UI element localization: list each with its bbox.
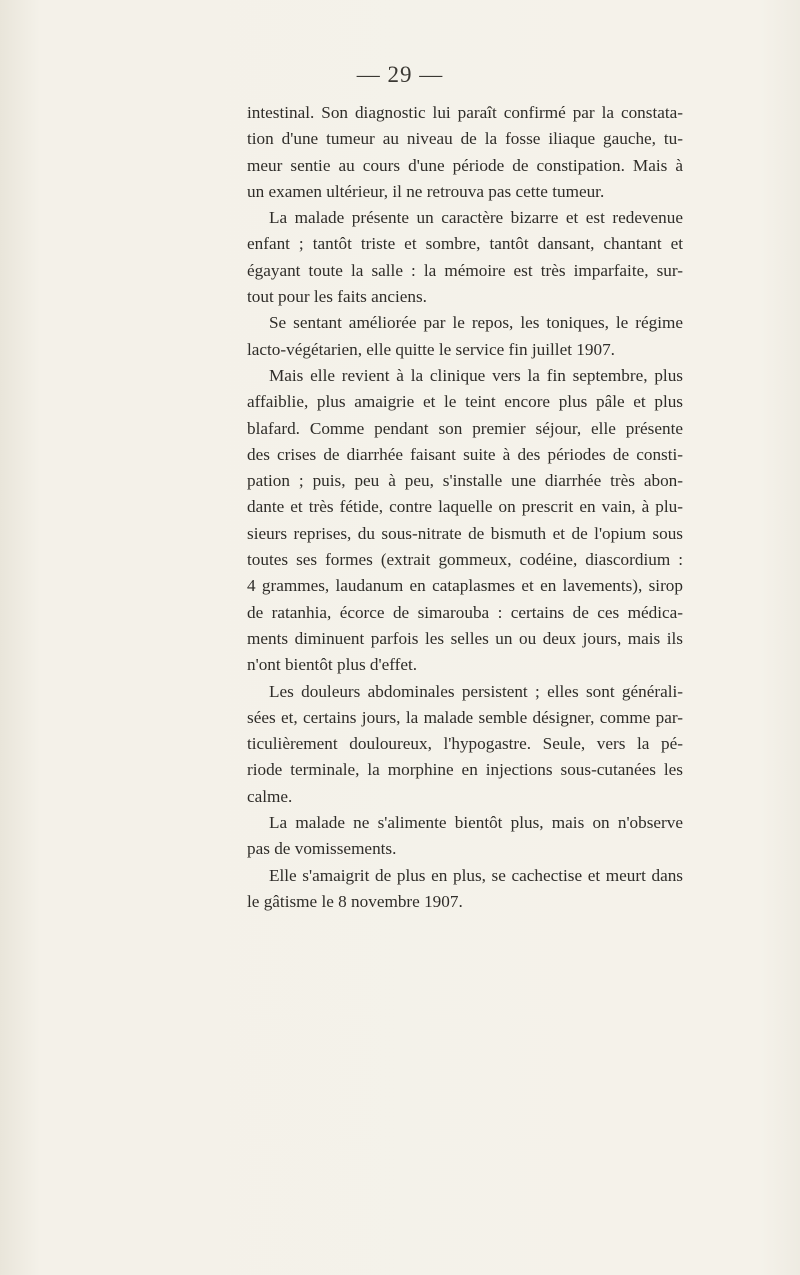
text-line: le gâtisme le 8 novembre 1907.: [247, 891, 463, 911]
page-number: — 29 —: [356, 62, 444, 87]
text-line: Se sentant améliorée par le repos, les toniques, le régime: [269, 313, 683, 333]
text-line: calme.: [247, 786, 293, 806]
text-line: enfant ; tantôt triste et sombre, tantôt dansant, chantant et: [247, 234, 683, 254]
text-line: intestinal. Son diagnostic lui paraît confirmé par la constata-: [247, 103, 683, 122]
text-line: ticulièrement douloureux, l'hypogastre. Seule, vers la pé-: [247, 734, 683, 754]
text-line: pas de vomissements.: [247, 839, 397, 859]
paragraph: [247, 679, 683, 810]
text-line: sées et, certains jours, la malade semble désigner, comme par-: [247, 707, 683, 727]
text-line: riode terminale, la morphine en injections sous-cutanées les: [247, 760, 683, 780]
paragraph: [247, 810, 683, 863]
text-line: égayant toute la salle : la mémoire est très imparfaite, sur-: [247, 260, 683, 280]
text-line: un examen ultérieur, il ne retrouva pas cette tumeur.: [247, 181, 605, 201]
text-line: Les douleurs abdominales persistent ; elles sont générali-: [269, 681, 683, 701]
text-line: lacto-végétarien, elle quitte le service fin juillet 1907.: [247, 339, 615, 359]
text-line: pation ; puis, peu à peu, s'installe une diarrhée très abon-: [247, 471, 683, 491]
paragraph: [247, 100, 683, 205]
paragraph: [247, 205, 683, 310]
text-line: tion d'une tumeur au niveau de la fosse iliaque gauche, tu-: [247, 129, 683, 149]
text-line: ments diminuent parfois les selles un ou deux jours, mais ils: [247, 628, 683, 648]
text-line: des crises de diarrhée faisant suite à des périodes de consti-: [247, 444, 683, 464]
text-line: affaiblie, plus amaigrie et le teint encore plus pâle et plus: [247, 392, 683, 412]
text-line: Elle s'amaigrit de plus en plus, se cachectise et meurt dans: [269, 865, 683, 885]
body-text: [247, 100, 683, 915]
text-line: n'ont bientôt plus d'effet.: [247, 655, 418, 675]
text-line: de ratanhia, écorce de simarouba : certains de ces médica-: [247, 602, 683, 622]
paragraph: [247, 310, 683, 363]
text-line: La malade ne s'alimente bientôt plus, mais on n'observe: [269, 813, 683, 833]
text-line: 4 grammes, laudanum en cataplasmes et en lavements), sirop: [247, 576, 683, 596]
text-line: Mais elle revient à la clinique vers la fin septembre, plus: [269, 365, 683, 385]
text-line: dante et très fétide, contre laquelle on prescrit en vain, à plu-: [247, 497, 683, 517]
paragraph: [247, 863, 683, 916]
text-line: blafard. Comme pendant son premier séjour, elle présente: [247, 418, 683, 438]
text-line: toutes ses formes (extrait gommeux, codéine, diascordium :: [247, 550, 683, 570]
text-line: La malade présente un caractère bizarre et est redevenue: [269, 208, 683, 228]
text-line: tout pour les faits anciens.: [247, 287, 427, 307]
paragraph: [247, 363, 683, 679]
text-line: sieurs reprises, du sous-nitrate de bismuth et de l'opium sous: [247, 523, 683, 543]
text-line: meur sentie au cours d'une période de constipation. Mais à: [247, 155, 683, 175]
